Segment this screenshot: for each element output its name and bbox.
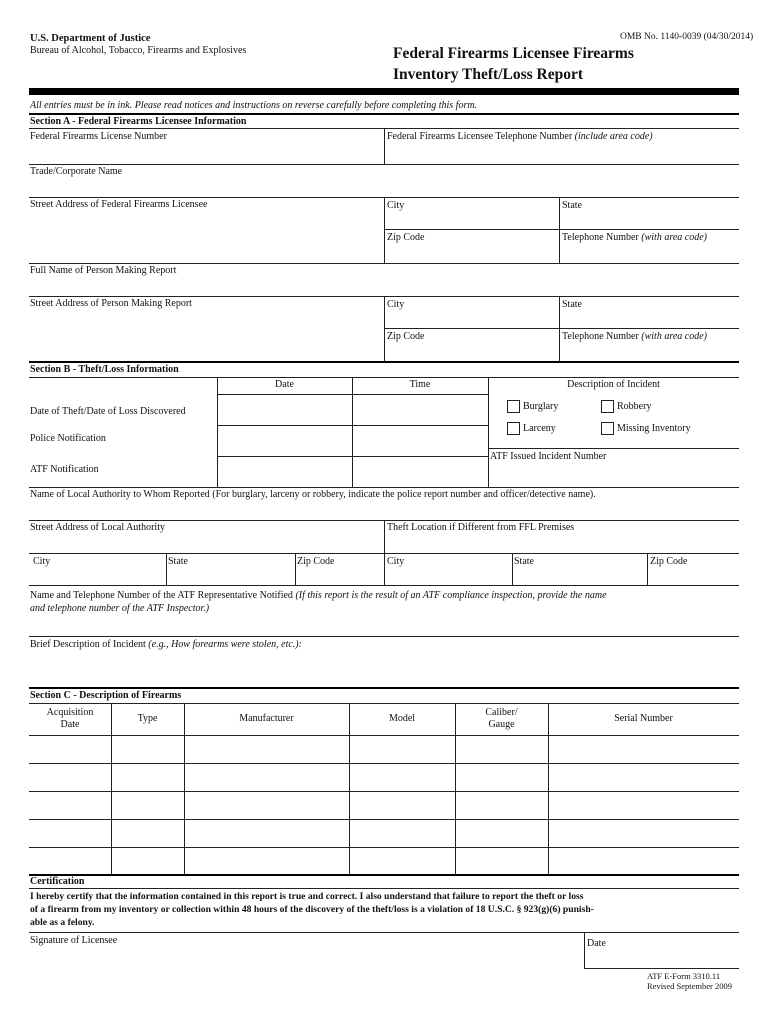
certification-heading: Certification — [30, 876, 85, 887]
acquisition-date-cell[interactable] — [30, 736, 110, 762]
section-c-heading: Section C - Description of Firearms — [30, 690, 182, 701]
model-cell[interactable] — [350, 820, 454, 846]
firearms-table — [29, 703, 739, 874]
local-street-label: Street Address of Local Authority — [30, 522, 165, 533]
reporter-name-field[interactable] — [29, 264, 739, 296]
reporter-zip-field[interactable] — [385, 329, 559, 361]
table-row — [29, 735, 739, 763]
atf-rep-note: and telephone number of the ATF Inspector.) — [30, 603, 210, 614]
caliber-gauge-cell[interactable] — [456, 820, 547, 846]
table-row — [29, 763, 739, 791]
reporter-state-field[interactable] — [560, 297, 739, 328]
theft-zip-field[interactable] — [648, 554, 739, 585]
licensee-street-field[interactable] — [29, 198, 384, 262]
certification-line2: of a firearm from my inventory or collection within 48 hours of the discovery of the theft/loss is a violation of 18 U.S.C. § 923(g)(6) punish- — [30, 904, 594, 915]
certification-line1: I hereby certify that the information contained in this report is true and correct. I also understand that failure to report the theft or loss — [30, 891, 584, 902]
type-cell[interactable] — [112, 792, 183, 818]
local-state-label: State — [168, 556, 188, 567]
robbery-checkbox[interactable] — [601, 400, 614, 413]
acquisition-date-cell[interactable] — [30, 764, 110, 790]
license-number-field[interactable] — [29, 129, 384, 164]
reporter-telephone-field[interactable] — [560, 329, 739, 361]
certification-line3: able as a felony. — [30, 917, 95, 928]
licensee-city-field[interactable] — [385, 198, 559, 229]
row-atf-label: ATF Notification — [30, 464, 99, 475]
burglary-label: Burglary — [523, 401, 559, 412]
table-row — [29, 819, 739, 847]
row-police-label: Police Notification — [30, 433, 106, 444]
form-title-line2: Inventory Theft/Loss Report — [393, 66, 584, 83]
signature-label: Signature of Licensee — [30, 935, 118, 946]
local-street-field[interactable] — [29, 521, 384, 553]
police-date-field[interactable] — [218, 426, 352, 456]
department-name: U.S. Department of Justice — [30, 33, 151, 44]
atf-rep-field[interactable] — [29, 586, 739, 636]
instructions-text: All entries must be in ink. Please read notices and instructions on reverse carefully before completing this form. — [30, 100, 478, 111]
trade-name-field[interactable] — [29, 165, 739, 197]
model-cell[interactable] — [350, 764, 454, 790]
row-discovered-label: Date of Theft/Date of Loss Discovered — [30, 406, 186, 417]
model-cell[interactable] — [350, 792, 454, 818]
divider — [29, 888, 739, 889]
larceny-checkbox[interactable] — [507, 422, 520, 435]
reporter-street-label: Street Address of Person Making Report — [30, 298, 192, 309]
form-number: ATF E-Form 3310.11 — [647, 971, 721, 981]
theft-location-field[interactable] — [385, 521, 739, 553]
reporter-name-label: Full Name of Person Making Report — [30, 265, 177, 276]
theft-state-field[interactable] — [513, 554, 647, 585]
licensee-zip-field[interactable] — [385, 230, 559, 262]
section-b-heading: Section B - Theft/Loss Information — [30, 364, 179, 375]
reporter-telephone-label: Telephone Number (with area code) — [562, 331, 708, 342]
licensee-phone-field[interactable] — [385, 129, 739, 164]
serial-number-cell[interactable] — [549, 848, 738, 874]
licensee-telephone-field[interactable] — [560, 230, 739, 262]
atf-incident-number-field[interactable] — [489, 449, 739, 487]
certification-rule — [29, 874, 739, 876]
discovered-time-field[interactable] — [353, 395, 488, 425]
licensee-telephone-label: Telephone Number (with area code) — [562, 232, 708, 243]
form-title-line1: Federal Firearms Licensee Firearms — [393, 45, 634, 62]
column-header-serial-number: Serial Number — [614, 713, 673, 724]
licensee-state-label: State — [562, 200, 582, 211]
brief-description-label: Brief Description of Incident (e.g., How forearms were stolen, etc.): — [30, 639, 302, 650]
missing-inventory-checkbox[interactable] — [601, 422, 614, 435]
caliber-gauge-cell[interactable] — [456, 764, 547, 790]
bureau-name: Bureau of Alcohol, Tobacco, Firearms and Explosives — [30, 45, 247, 56]
certification-date-field[interactable] — [585, 933, 739, 968]
licensee-zip-label: Zip Code — [387, 232, 425, 243]
acquisition-date-cell[interactable] — [30, 792, 110, 818]
discovered-date-field[interactable] — [218, 395, 352, 425]
robbery-label: Robbery — [617, 401, 652, 412]
atf-time-field[interactable] — [353, 457, 488, 487]
theft-city-label: City — [387, 556, 405, 567]
section-a-heading: Section A - Federal Firearms Licensee Information — [30, 116, 247, 127]
reporter-street-field[interactable] — [29, 297, 384, 361]
reporter-state-label: State — [562, 299, 582, 310]
serial-number-cell[interactable] — [549, 820, 738, 846]
larceny-label: Larceny — [523, 423, 556, 434]
model-cell[interactable] — [350, 848, 454, 874]
local-authority-field[interactable] — [29, 488, 739, 520]
section-b-rule — [29, 361, 739, 363]
caliber-gauge-cell[interactable] — [456, 736, 547, 762]
licensee-state-field[interactable] — [560, 198, 739, 229]
column-header-type: Type — [137, 713, 158, 724]
atf-rep-label: Name and Telephone Number of the ATF Representative Notified (If this report is the result of an ATF compliance inspection, provide the name — [30, 590, 607, 601]
signature-field[interactable] — [29, 933, 584, 968]
licensee-street-label: Street Address of Federal Firearms Licensee — [30, 199, 208, 210]
licensee-phone-label: Federal Firearms Licensee Telephone Number (include area code) — [387, 131, 653, 142]
omb-number: OMB No. 1140-0039 (04/30/2014) — [620, 32, 754, 42]
acquisition-date-cell[interactable] — [30, 820, 110, 846]
divider — [584, 968, 739, 969]
model-cell[interactable] — [350, 736, 454, 762]
manufacturer-cell[interactable] — [185, 764, 348, 790]
atf-date-field[interactable] — [218, 457, 352, 487]
manufacturer-cell[interactable] — [185, 792, 348, 818]
local-authority-label: Name of Local Authority to Whom Reported (For burglary, larceny or robbery, indicate the police report number and officer/detective name). — [30, 489, 596, 500]
divider — [29, 377, 739, 378]
reporter-city-label: City — [387, 299, 405, 310]
theft-zip-label: Zip Code — [650, 556, 688, 567]
local-city-field[interactable] — [29, 554, 166, 585]
license-number-label: Federal Firearms License Number — [30, 131, 167, 142]
local-state-field[interactable] — [167, 554, 295, 585]
licensee-city-label: City — [387, 200, 405, 211]
revised-date: Revised September 2009 — [647, 981, 732, 991]
table-row — [29, 847, 739, 875]
type-cell[interactable] — [112, 820, 183, 846]
caliber-gauge-cell[interactable] — [456, 848, 547, 874]
section-a-rule — [29, 113, 739, 115]
manufacturer-cell[interactable] — [185, 848, 348, 874]
col-time-header: Time — [409, 379, 431, 390]
reporter-zip-label: Zip Code — [387, 331, 425, 342]
type-cell[interactable] — [112, 764, 183, 790]
col-date-header: Date — [275, 379, 294, 390]
serial-number-cell[interactable] — [549, 736, 738, 762]
description-heading: Description of Incident — [567, 379, 660, 390]
theft-city-field[interactable] — [385, 554, 512, 585]
brief-description-field[interactable] — [29, 637, 739, 687]
local-zip-field[interactable] — [296, 554, 384, 585]
date-label: Date — [587, 938, 606, 949]
column-header-acquisition-date: Acquisition Date — [46, 707, 94, 730]
reporter-city-field[interactable] — [385, 297, 559, 328]
header-rule — [29, 88, 739, 95]
burglary-checkbox[interactable] — [507, 400, 520, 413]
column-header-model: Model — [388, 713, 416, 724]
table-row — [29, 791, 739, 819]
local-city-label: City — [33, 556, 51, 567]
type-cell[interactable] — [112, 848, 183, 874]
local-zip-label: Zip Code — [297, 556, 335, 567]
police-time-field[interactable] — [353, 426, 488, 456]
theft-state-label: State — [514, 556, 534, 567]
trade-name-label: Trade/Corporate Name — [30, 166, 123, 177]
type-cell[interactable] — [112, 736, 183, 762]
serial-number-cell[interactable] — [549, 792, 738, 818]
manufacturer-cell[interactable] — [185, 820, 348, 846]
missing-inventory-label: Missing Inventory — [617, 423, 691, 434]
section-c-rule — [29, 687, 739, 689]
serial-number-cell[interactable] — [549, 764, 738, 790]
column-header-manufacturer: Manufacturer — [239, 713, 294, 724]
caliber-gauge-cell[interactable] — [456, 792, 547, 818]
acquisition-date-cell[interactable] — [30, 848, 110, 874]
atf-incident-number-label: ATF Issued Incident Number — [490, 451, 607, 462]
theft-location-label: Theft Location if Different from FFL Premises — [387, 522, 575, 533]
manufacturer-cell[interactable] — [185, 736, 348, 762]
column-header-caliber-gauge: Caliber/ Gauge — [485, 707, 518, 730]
